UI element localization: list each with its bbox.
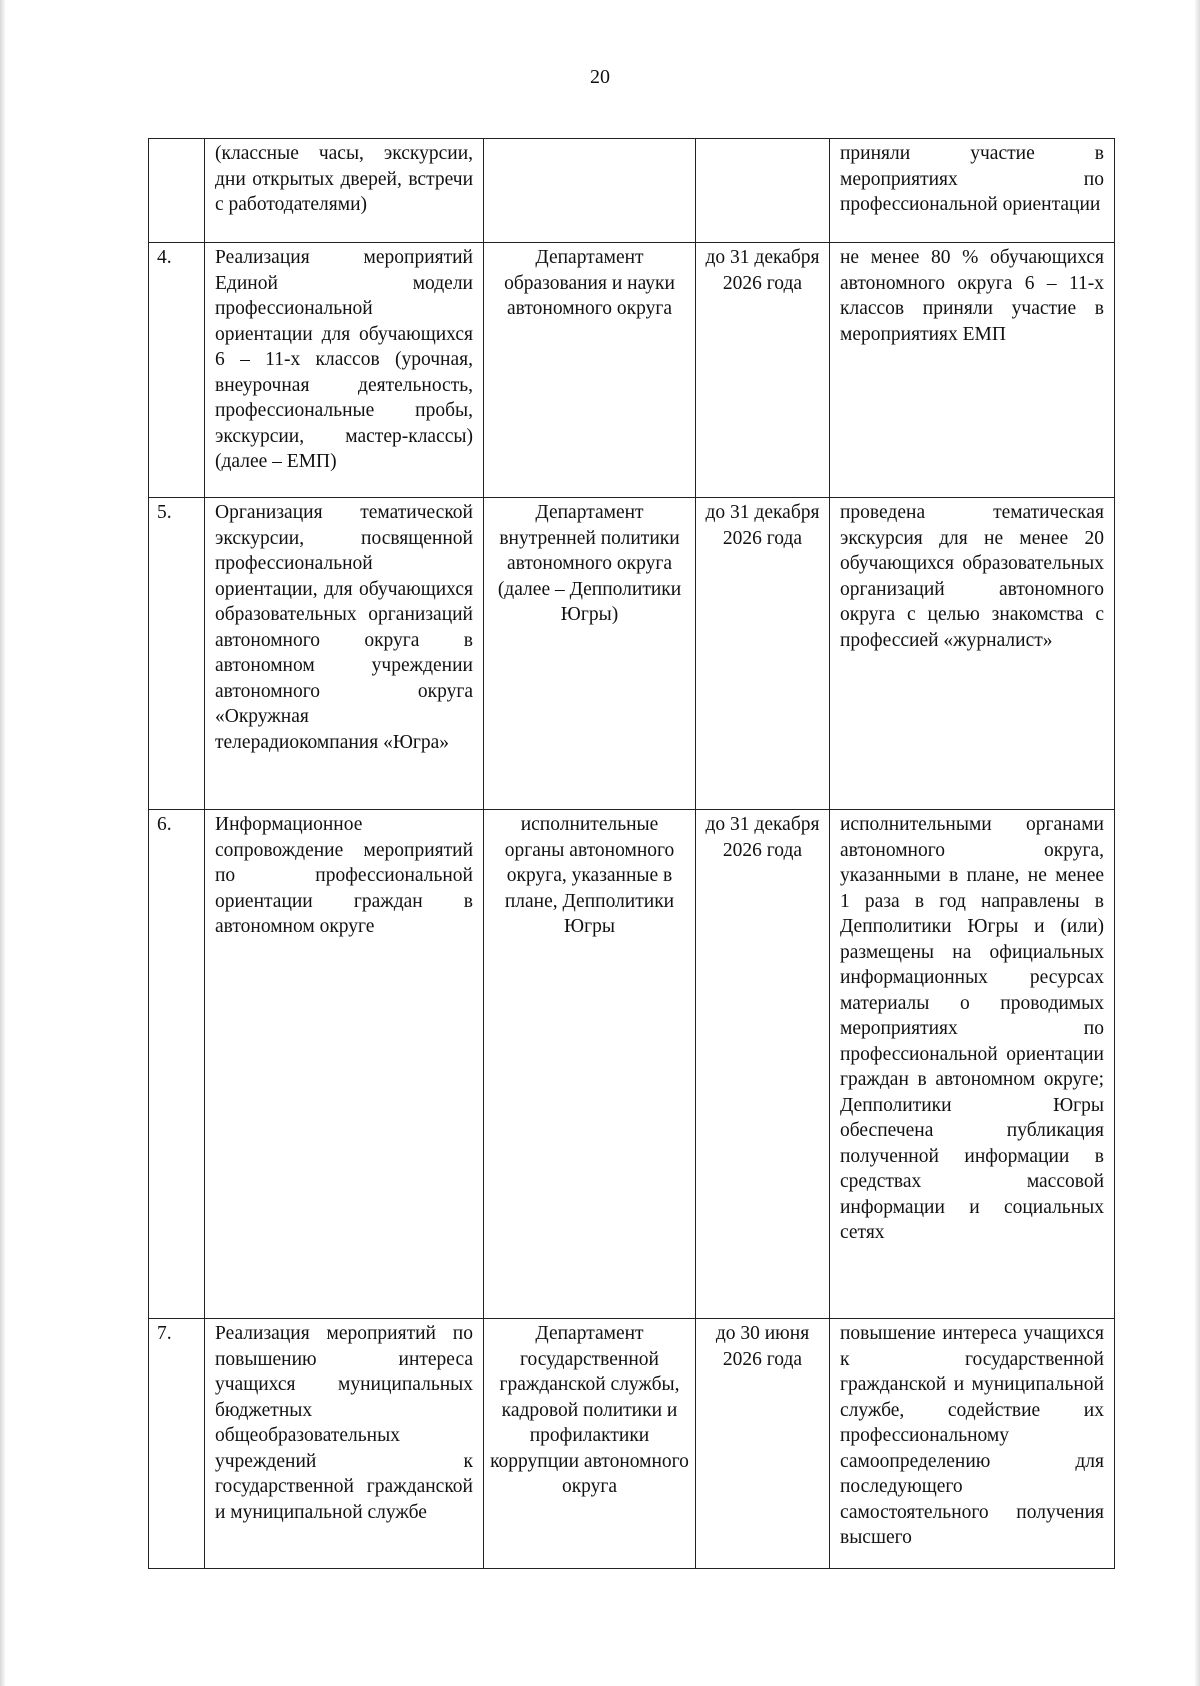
row-number: 7.	[149, 1319, 205, 1569]
result-cell: исполнительными органами автономного округа, указанными в плане, не менее 1 раза в год направлены в Депполитики Югры и (или) размещены на официальных информационных ресурсах материалы о проводимых мероприятиях по профессиональной ориентации граждан в автономном округе; Депполитики Югры обеспечена публикация полученной информации в средствах массовой информации и социальных сетях	[830, 810, 1115, 1319]
table-row	[149, 243, 1115, 498]
table-row	[149, 1319, 1115, 1569]
scan-edge-left	[0, 0, 6, 1686]
deadline-cell: до 31 декабря 2026 года	[696, 243, 830, 498]
result-cell: проведена тематическая экскурсия для не менее 20 обучающихся образовательных организаций автономного округа с целью знакомства с профессией «журналист»	[830, 498, 1115, 810]
responsible-cell: Департамент образования и науки автономного округа	[484, 243, 696, 498]
row-number: 6.	[149, 810, 205, 1319]
deadline-cell: до 31 декабря 2026 года	[696, 810, 830, 1319]
action-cell: Организация тематической экскурсии, посвященной профессиональной ориентации, для обучающихся образовательных организаций автономного округа в автономном учреждении автономного округа «Окружная телерадиокомпания «Югра»	[205, 498, 484, 810]
responsible-cell: Департамент внутренней политики автономного округа (далее – Депполитики Югры)	[484, 498, 696, 810]
table-row	[149, 139, 1115, 243]
result-cell: повышение интереса учащихся к государственной гражданской и муниципальной службе, содействие их профессиональному самоопределению для последующего самостоятельного получения высшего	[830, 1319, 1115, 1569]
responsible-cell	[484, 139, 696, 243]
row-number	[149, 139, 205, 243]
result-cell: не менее 80 % обучающихся автономного округа 6 – 11-х классов приняли участие в мероприятиях ЕМП	[830, 243, 1115, 498]
table-row	[149, 498, 1115, 810]
action-cell: Информационное сопровождение мероприятий по профессиональной ориентации граждан в автономном округе	[205, 810, 484, 1319]
row-number: 5.	[149, 498, 205, 810]
action-cell: Реализация мероприятий по повышению интереса учащихся муниципальных бюджетных общеобразовательных учреждений к государственной гражданской и муниципальной службе	[205, 1319, 484, 1569]
deadline-cell: до 30 июня 2026 года	[696, 1319, 830, 1569]
plan-table	[148, 138, 1115, 1569]
action-cell: (классные часы, экскурсии, дни открытых дверей, встречи с работодателями)	[205, 139, 484, 243]
responsible-cell: исполнительные органы автономного округа, указанные в плане, Депполитики Югры	[484, 810, 696, 1319]
row-number: 4.	[149, 243, 205, 498]
table-row	[149, 810, 1115, 1319]
action-cell: Реализация мероприятий Единой модели профессиональной ориентации для обучающихся 6 – 11-х классов (урочная, внеурочная деятельность, профессиональные пробы, экскурсии, мастер-классы) (далее – ЕМП)	[205, 243, 484, 498]
responsible-cell: Департамент государственной гражданской службы, кадровой политики и профилактики коррупции автономного округа	[484, 1319, 696, 1569]
page-number: 20	[590, 66, 610, 88]
deadline-cell: до 31 декабря 2026 года	[696, 498, 830, 810]
result-cell: приняли участие в мероприятиях по профессиональной ориентации	[830, 139, 1115, 243]
deadline-cell	[696, 139, 830, 243]
scan-edge-right	[1194, 0, 1200, 1686]
